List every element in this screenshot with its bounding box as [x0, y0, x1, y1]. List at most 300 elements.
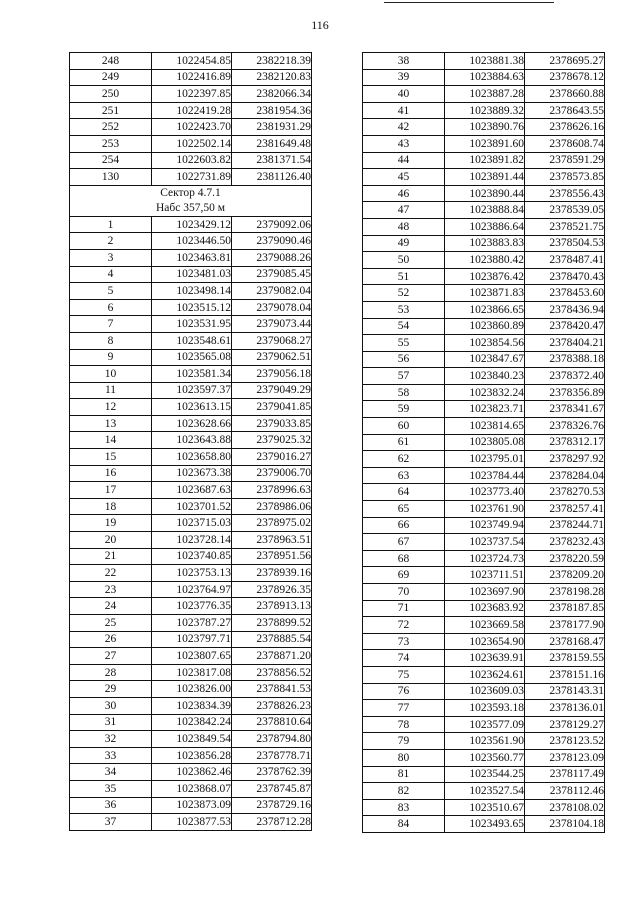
table-row	[363, 484, 605, 501]
table-row	[363, 700, 605, 717]
y-coordinate-cell: 2378143.31	[525, 683, 605, 700]
y-coordinate-cell: 2378986.06	[232, 498, 312, 515]
x-coordinate-cell: 1022502.14	[152, 135, 232, 152]
point-number-cell: 42	[363, 119, 445, 136]
table-row	[363, 119, 605, 136]
x-coordinate-cell: 1022603.82	[152, 152, 232, 169]
x-coordinate-cell: 1023887.28	[445, 86, 525, 103]
table-row	[363, 716, 605, 733]
coordinates-table-left	[69, 52, 312, 831]
table-row	[363, 584, 605, 601]
point-number-cell: 62	[363, 451, 445, 468]
table-row	[70, 152, 312, 169]
x-coordinate-cell: 1023658.80	[152, 449, 232, 466]
x-coordinate-cell: 1023871.83	[445, 285, 525, 302]
x-coordinate-cell: 1023687.63	[152, 482, 232, 499]
point-number-cell: 44	[363, 152, 445, 169]
point-number-cell: 43	[363, 135, 445, 152]
x-coordinate-cell: 1023510.67	[445, 799, 525, 816]
point-number-cell: 57	[363, 368, 445, 385]
table-row	[70, 399, 312, 416]
table-row	[70, 731, 312, 748]
point-number-cell: 41	[363, 102, 445, 119]
y-coordinate-cell: 2379073.44	[232, 316, 312, 333]
x-coordinate-cell: 1023697.90	[445, 584, 525, 601]
point-number-cell: 4	[70, 266, 152, 283]
x-coordinate-cell: 1023613.15	[152, 399, 232, 416]
x-coordinate-cell: 1023886.64	[445, 218, 525, 235]
table-row	[70, 349, 312, 366]
point-number-cell: 3	[70, 249, 152, 266]
x-coordinate-cell: 1023577.09	[445, 716, 525, 733]
table-row	[363, 102, 605, 119]
table-row	[363, 683, 605, 700]
point-number-cell: 56	[363, 351, 445, 368]
point-number-cell: 2	[70, 233, 152, 250]
x-coordinate-cell: 1023891.44	[445, 169, 525, 186]
table-row	[363, 202, 605, 219]
point-number-cell: 250	[70, 86, 152, 103]
table-row	[363, 235, 605, 252]
y-coordinate-cell: 2378187.85	[525, 600, 605, 617]
y-coordinate-cell: 2378487.41	[525, 252, 605, 269]
x-coordinate-cell: 1022731.89	[152, 169, 232, 186]
table-row	[363, 335, 605, 352]
point-number-cell: 76	[363, 683, 445, 700]
y-coordinate-cell: 2378975.02	[232, 515, 312, 532]
y-coordinate-cell: 2378678.12	[525, 69, 605, 86]
table-row	[363, 600, 605, 617]
x-coordinate-cell: 1022419.28	[152, 102, 232, 119]
point-number-cell: 53	[363, 301, 445, 318]
point-number-cell: 38	[363, 53, 445, 70]
point-number-cell: 14	[70, 432, 152, 449]
point-number-cell: 34	[70, 764, 152, 781]
y-coordinate-cell: 2378841.53	[232, 681, 312, 698]
x-coordinate-cell: 1023749.94	[445, 517, 525, 534]
table-row	[363, 799, 605, 816]
table-row	[70, 102, 312, 119]
point-number-cell: 54	[363, 318, 445, 335]
point-number-cell: 55	[363, 335, 445, 352]
table-row	[363, 69, 605, 86]
table-row	[363, 451, 605, 468]
y-coordinate-cell: 2379085.45	[232, 266, 312, 283]
x-coordinate-cell: 1023890.44	[445, 185, 525, 202]
point-number-cell: 30	[70, 697, 152, 714]
point-number-cell: 11	[70, 382, 152, 399]
point-number-cell: 26	[70, 631, 152, 648]
y-coordinate-cell: 2382218.39	[232, 53, 312, 70]
point-number-cell: 18	[70, 498, 152, 515]
table-row	[70, 482, 312, 499]
point-number-cell: 60	[363, 418, 445, 435]
y-coordinate-cell: 2378885.54	[232, 631, 312, 648]
x-coordinate-cell: 1023805.08	[445, 434, 525, 451]
y-coordinate-cell: 2381371.54	[232, 152, 312, 169]
y-coordinate-cell: 2378504.53	[525, 235, 605, 252]
y-coordinate-cell: 2379092.06	[232, 216, 312, 233]
top-rule	[384, 2, 554, 3]
point-number-cell: 39	[363, 69, 445, 86]
point-number-cell: 37	[70, 814, 152, 831]
y-coordinate-cell: 2378136.01	[525, 700, 605, 717]
x-coordinate-cell: 1023884.63	[445, 69, 525, 86]
table-row	[363, 650, 605, 667]
x-coordinate-cell: 1023817.08	[152, 664, 232, 681]
y-coordinate-cell: 2378913.13	[232, 598, 312, 615]
y-coordinate-cell: 2378745.87	[232, 780, 312, 797]
y-coordinate-cell: 2378356.89	[525, 384, 605, 401]
x-coordinate-cell: 1023891.60	[445, 135, 525, 152]
x-coordinate-cell: 1023753.13	[152, 565, 232, 582]
table-row	[363, 816, 605, 833]
point-number-cell: 7	[70, 316, 152, 333]
table-row	[70, 249, 312, 266]
y-coordinate-cell: 2382120.83	[232, 69, 312, 86]
table-row	[70, 432, 312, 449]
coordinates-table-right	[362, 52, 605, 833]
point-number-cell: 36	[70, 797, 152, 814]
y-coordinate-cell: 2378112.46	[525, 783, 605, 800]
x-coordinate-cell: 1023498.14	[152, 283, 232, 300]
y-coordinate-cell: 2378209.20	[525, 567, 605, 584]
point-number-cell: 81	[363, 766, 445, 783]
point-number-cell: 6	[70, 299, 152, 316]
point-number-cell: 252	[70, 119, 152, 136]
x-coordinate-cell: 1023787.27	[152, 615, 232, 632]
point-number-cell: 78	[363, 716, 445, 733]
y-coordinate-cell: 2378129.27	[525, 716, 605, 733]
x-coordinate-cell: 1023565.08	[152, 349, 232, 366]
x-coordinate-cell: 1023643.88	[152, 432, 232, 449]
table-row	[70, 565, 312, 582]
y-coordinate-cell: 2379090.46	[232, 233, 312, 250]
point-number-cell: 27	[70, 648, 152, 665]
x-coordinate-cell: 1023481.03	[152, 266, 232, 283]
point-number-cell: 5	[70, 283, 152, 300]
y-coordinate-cell: 2379006.70	[232, 465, 312, 482]
y-coordinate-cell: 2378643.55	[525, 102, 605, 119]
x-coordinate-cell: 1023877.53	[152, 814, 232, 831]
table-row	[70, 53, 312, 70]
table-row	[70, 764, 312, 781]
x-coordinate-cell: 1022397.85	[152, 86, 232, 103]
page-number: 116	[311, 18, 329, 32]
table-row	[70, 415, 312, 432]
point-number-cell: 67	[363, 534, 445, 551]
point-number-cell: 66	[363, 517, 445, 534]
point-number-cell: 45	[363, 169, 445, 186]
table-row	[363, 268, 605, 285]
y-coordinate-cell: 2382066.34	[232, 86, 312, 103]
point-number-cell: 75	[363, 666, 445, 683]
x-coordinate-cell: 1022423.70	[152, 119, 232, 136]
x-coordinate-cell: 1023784.44	[445, 467, 525, 484]
point-number-cell: 84	[363, 816, 445, 833]
sector-title: Сектор 4.7.1	[160, 186, 221, 199]
x-coordinate-cell: 1023493.65	[445, 816, 525, 833]
y-coordinate-cell: 2378996.63	[232, 482, 312, 499]
point-number-cell: 16	[70, 465, 152, 482]
y-coordinate-cell: 2378232.43	[525, 534, 605, 551]
table-row	[363, 434, 605, 451]
point-number-cell: 15	[70, 449, 152, 466]
x-coordinate-cell: 1022454.85	[152, 53, 232, 70]
y-coordinate-cell: 2381126.40	[232, 169, 312, 186]
x-coordinate-cell: 1023880.42	[445, 252, 525, 269]
table-row	[70, 498, 312, 515]
x-coordinate-cell: 1023847.67	[445, 351, 525, 368]
y-coordinate-cell: 2378177.90	[525, 617, 605, 634]
x-coordinate-cell: 1023597.37	[152, 382, 232, 399]
table-row	[363, 666, 605, 683]
table-row	[70, 780, 312, 797]
x-coordinate-cell: 1023840.23	[445, 368, 525, 385]
point-number-cell: 61	[363, 434, 445, 451]
sector-depth: Набс 357,50 м	[155, 201, 226, 214]
table-row	[363, 53, 605, 70]
y-coordinate-cell: 2378270.53	[525, 484, 605, 501]
x-coordinate-cell: 1023866.65	[445, 301, 525, 318]
x-coordinate-cell: 1023856.28	[152, 747, 232, 764]
x-coordinate-cell: 1023581.34	[152, 366, 232, 383]
x-coordinate-cell: 1023826.00	[152, 681, 232, 698]
x-coordinate-cell: 1023531.95	[152, 316, 232, 333]
y-coordinate-cell: 2378539.05	[525, 202, 605, 219]
x-coordinate-cell: 1023624.61	[445, 666, 525, 683]
x-coordinate-cell: 1023701.52	[152, 498, 232, 515]
point-number-cell: 80	[363, 749, 445, 766]
x-coordinate-cell: 1023832.24	[445, 384, 525, 401]
y-coordinate-cell: 2378794.80	[232, 731, 312, 748]
x-coordinate-cell: 1023773.40	[445, 484, 525, 501]
table-row	[70, 548, 312, 565]
y-coordinate-cell: 2378573.85	[525, 169, 605, 186]
point-number-cell: 64	[363, 484, 445, 501]
point-number-cell: 29	[70, 681, 152, 698]
x-coordinate-cell: 1023560.77	[445, 749, 525, 766]
y-coordinate-cell: 2379041.85	[232, 399, 312, 416]
x-coordinate-cell: 1023764.97	[152, 581, 232, 598]
table-row	[363, 351, 605, 368]
y-coordinate-cell: 2379033.85	[232, 415, 312, 432]
point-number-cell: 21	[70, 548, 152, 565]
point-number-cell: 58	[363, 384, 445, 401]
y-coordinate-cell: 2378123.09	[525, 749, 605, 766]
table-row	[363, 169, 605, 186]
x-coordinate-cell: 1023795.01	[445, 451, 525, 468]
x-coordinate-cell: 1023860.89	[445, 318, 525, 335]
table-row	[363, 517, 605, 534]
x-coordinate-cell: 1023862.46	[152, 764, 232, 781]
table-row	[70, 747, 312, 764]
x-coordinate-cell: 1023807.65	[152, 648, 232, 665]
x-coordinate-cell: 1023876.42	[445, 268, 525, 285]
y-coordinate-cell: 2378420.47	[525, 318, 605, 335]
point-number-cell: 32	[70, 731, 152, 748]
point-number-cell: 52	[363, 285, 445, 302]
table-row	[363, 252, 605, 269]
y-coordinate-cell: 2381931.29	[232, 119, 312, 136]
y-coordinate-cell: 2378159.55	[525, 650, 605, 667]
table-row	[363, 501, 605, 518]
point-number-cell: 253	[70, 135, 152, 152]
table-row	[363, 135, 605, 152]
y-coordinate-cell: 2378372.40	[525, 368, 605, 385]
point-number-cell: 50	[363, 252, 445, 269]
point-number-cell: 69	[363, 567, 445, 584]
x-coordinate-cell: 1023548.61	[152, 332, 232, 349]
y-coordinate-cell: 2378926.35	[232, 581, 312, 598]
y-coordinate-cell: 2378151.16	[525, 666, 605, 683]
y-coordinate-cell: 2378436.94	[525, 301, 605, 318]
x-coordinate-cell: 1023593.18	[445, 700, 525, 717]
point-number-cell: 24	[70, 598, 152, 615]
coordinates-table-right-body	[363, 53, 605, 833]
y-coordinate-cell: 2378695.27	[525, 53, 605, 70]
x-coordinate-cell: 1023715.03	[152, 515, 232, 532]
x-coordinate-cell: 1023463.81	[152, 249, 232, 266]
x-coordinate-cell: 1023842.24	[152, 714, 232, 731]
table-row	[363, 733, 605, 750]
point-number-cell: 65	[363, 501, 445, 518]
x-coordinate-cell: 1023728.14	[152, 532, 232, 549]
y-coordinate-cell: 2379016.27	[232, 449, 312, 466]
y-coordinate-cell: 2378244.71	[525, 517, 605, 534]
x-coordinate-cell: 1023740.85	[152, 548, 232, 565]
x-coordinate-cell: 1023889.32	[445, 102, 525, 119]
point-number-cell: 73	[363, 633, 445, 650]
x-coordinate-cell: 1023890.76	[445, 119, 525, 136]
table-row	[70, 515, 312, 532]
y-coordinate-cell: 2378963.51	[232, 532, 312, 549]
table-row	[70, 814, 312, 831]
table-row	[363, 384, 605, 401]
x-coordinate-cell: 1023883.83	[445, 235, 525, 252]
table-row	[70, 697, 312, 714]
x-coordinate-cell: 1023711.51	[445, 567, 525, 584]
table-row	[363, 401, 605, 418]
table-row	[70, 631, 312, 648]
y-coordinate-cell: 2379056.18	[232, 366, 312, 383]
point-number-cell: 79	[363, 733, 445, 750]
table-row	[363, 766, 605, 783]
x-coordinate-cell: 1023724.73	[445, 550, 525, 567]
x-coordinate-cell: 1023881.38	[445, 53, 525, 70]
table-row	[70, 233, 312, 250]
table-row	[363, 633, 605, 650]
y-coordinate-cell: 2378470.43	[525, 268, 605, 285]
y-coordinate-cell: 2378608.74	[525, 135, 605, 152]
table-row	[363, 368, 605, 385]
point-number-cell: 35	[70, 780, 152, 797]
x-coordinate-cell: 1023873.09	[152, 797, 232, 814]
table-row	[363, 418, 605, 435]
y-coordinate-cell: 2378341.67	[525, 401, 605, 418]
y-coordinate-cell: 2379068.27	[232, 332, 312, 349]
point-number-cell: 74	[363, 650, 445, 667]
point-number-cell: 83	[363, 799, 445, 816]
x-coordinate-cell: 1023527.54	[445, 783, 525, 800]
table-row	[70, 69, 312, 86]
point-number-cell: 33	[70, 747, 152, 764]
x-coordinate-cell: 1022416.89	[152, 69, 232, 86]
table-row	[363, 550, 605, 567]
sector-header-cell	[70, 185, 312, 216]
point-number-cell: 9	[70, 349, 152, 366]
point-number-cell: 17	[70, 482, 152, 499]
y-coordinate-cell: 2378826.23	[232, 697, 312, 714]
table-row	[70, 465, 312, 482]
table-row	[70, 714, 312, 731]
point-number-cell: 23	[70, 581, 152, 598]
y-coordinate-cell: 2378104.18	[525, 816, 605, 833]
x-coordinate-cell: 1023609.03	[445, 683, 525, 700]
table-row	[70, 449, 312, 466]
x-coordinate-cell: 1023761.90	[445, 501, 525, 518]
x-coordinate-cell: 1023854.56	[445, 335, 525, 352]
x-coordinate-cell: 1023737.54	[445, 534, 525, 551]
table-row	[70, 366, 312, 383]
y-coordinate-cell: 2379062.51	[232, 349, 312, 366]
y-coordinate-cell: 2378521.75	[525, 218, 605, 235]
table-row	[363, 152, 605, 169]
table-row	[70, 135, 312, 152]
point-number-cell: 25	[70, 615, 152, 632]
point-number-cell: 13	[70, 415, 152, 432]
table-row	[70, 299, 312, 316]
point-number-cell: 249	[70, 69, 152, 86]
y-coordinate-cell: 2378951.56	[232, 548, 312, 565]
point-number-cell: 20	[70, 532, 152, 549]
table-row	[70, 266, 312, 283]
x-coordinate-cell: 1023814.65	[445, 418, 525, 435]
y-coordinate-cell: 2381649.48	[232, 135, 312, 152]
sector-header-row	[70, 185, 312, 216]
y-coordinate-cell: 2378453.60	[525, 285, 605, 302]
y-coordinate-cell: 2378312.17	[525, 434, 605, 451]
table-row	[363, 301, 605, 318]
x-coordinate-cell: 1023628.66	[152, 415, 232, 432]
point-number-cell: 77	[363, 700, 445, 717]
table-row	[363, 783, 605, 800]
x-coordinate-cell: 1023561.90	[445, 733, 525, 750]
x-coordinate-cell: 1023639.91	[445, 650, 525, 667]
table-row	[70, 169, 312, 186]
x-coordinate-cell: 1023849.54	[152, 731, 232, 748]
table-row	[363, 534, 605, 551]
point-number-cell: 46	[363, 185, 445, 202]
point-number-cell: 1	[70, 216, 152, 233]
table-row	[70, 316, 312, 333]
y-coordinate-cell: 2378220.59	[525, 550, 605, 567]
table-row	[70, 598, 312, 615]
table-row	[70, 119, 312, 136]
table-row	[363, 567, 605, 584]
point-number-cell: 130	[70, 169, 152, 186]
x-coordinate-cell: 1023673.38	[152, 465, 232, 482]
point-number-cell: 71	[363, 600, 445, 617]
point-number-cell: 47	[363, 202, 445, 219]
point-number-cell: 10	[70, 366, 152, 383]
x-coordinate-cell: 1023669.58	[445, 617, 525, 634]
y-coordinate-cell: 2378591.29	[525, 152, 605, 169]
table-row	[70, 648, 312, 665]
table-row	[70, 382, 312, 399]
point-number-cell: 59	[363, 401, 445, 418]
point-number-cell: 19	[70, 515, 152, 532]
